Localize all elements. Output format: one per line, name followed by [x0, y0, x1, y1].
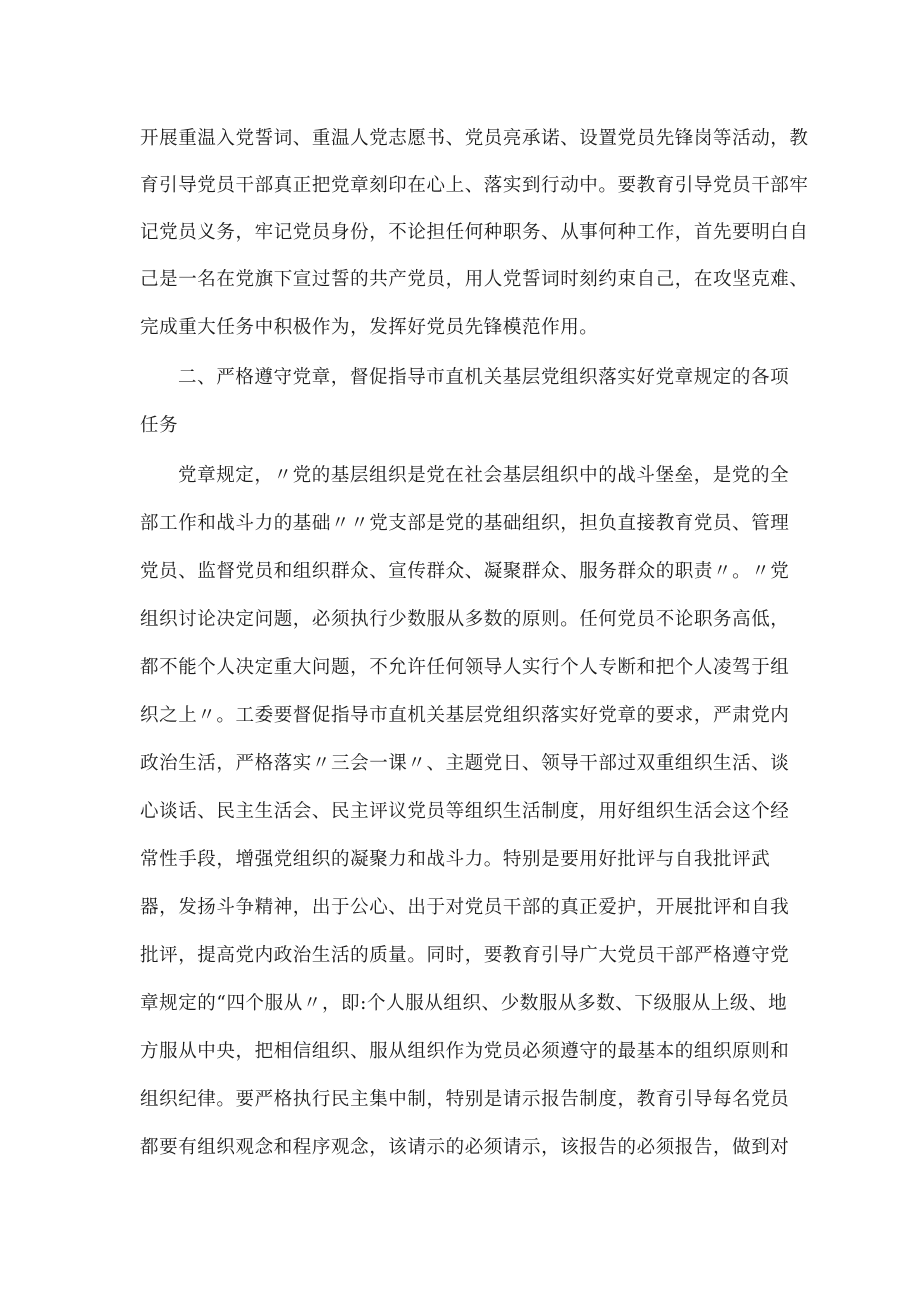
body-text-line: 心谈话、民主生活会、民主评议党员等组织生活制度，用好组织生活会这个经	[140, 801, 790, 822]
body-text-line: 组织讨论决定问题，必须执行少数服从多数的原则。任何党员不论职务高低，	[140, 609, 790, 630]
body-text-line: 部工作和战斗力的基础〃〃党支部是党的基础组织，担负直接教育党员、管理	[140, 513, 790, 534]
body-text-line: 器，发扬斗争精神，出于公心、出于对党员干部的真正爱护，开展批评和自我	[140, 897, 790, 918]
body-text-line: 完成重大任务中积极作为，发挥好党员先锋模范作用。	[140, 317, 599, 338]
body-text-line: 都要有组织观念和程序观念，该请示的必须请示，该报告的必须报告，做到对	[140, 1137, 790, 1158]
body-text-line: 己是一名在党旗下宣过誓的共产党员，用人党誓词时刻约束自己，在攻坚克难、	[140, 269, 809, 290]
section-heading-line: 任务	[140, 415, 179, 436]
body-text-line: 党章规定，〃党的基层组织是党在社会基层组织中的战斗堡垒，是党的全	[178, 465, 790, 486]
section-heading-line: 二、严格遵守党章，督促指导市直机关基层党组织落实好党章规定的各项	[178, 367, 790, 388]
body-text-line: 章规定的“四个服从〃，即:个人服从组织、少数服从多数、下级服从上级、地	[140, 993, 788, 1014]
body-text-line: 政治生活，严格落实〃三会一课〃、主题党日、领导干部过双重组织生活、谈	[140, 753, 790, 774]
body-text-line: 开展重温入党誓词、重温人党志愿书、党员亮承诺、设置党员先锋岗等活动，教	[140, 128, 809, 149]
body-text-line: 记党员义务，牢记党员身份，不论担任何种职务、从事何种工作，首先要明白自	[140, 222, 809, 243]
body-text-line: 组织纪律。要严格执行民主集中制，特别是请示报告制度，教育引导每名党员	[140, 1089, 790, 1110]
body-text-line: 方服从中央，把相信组织、服从组织作为党员必须遵守的最基本的组织原则和	[140, 1041, 790, 1062]
body-text-line: 党员、监督党员和组织群众、宣传群众、凝聚群众、服务群众的职责〃。〃党	[140, 561, 790, 582]
body-text-line: 育引导党员干部真正把党章刻印在心上、落实到行动中。要教育引导党员干部牢	[140, 175, 809, 196]
body-text-line: 织之上〃。工委要督促指导市直机关基层党组织落实好党章的要求，严肃党内	[140, 705, 790, 726]
body-text-line: 批评，提高党内政治生活的质量。同时，要教育引导广大党员干部严格遵守党	[140, 945, 790, 966]
body-text-line: 常性手段，增强党组织的凝聚力和战斗力。特别是要用好批评与自我批评武	[140, 849, 771, 870]
body-text-line: 都不能个人决定重大问题，不允许任何领导人实行个人专断和把个人凌驾于组	[140, 657, 790, 678]
